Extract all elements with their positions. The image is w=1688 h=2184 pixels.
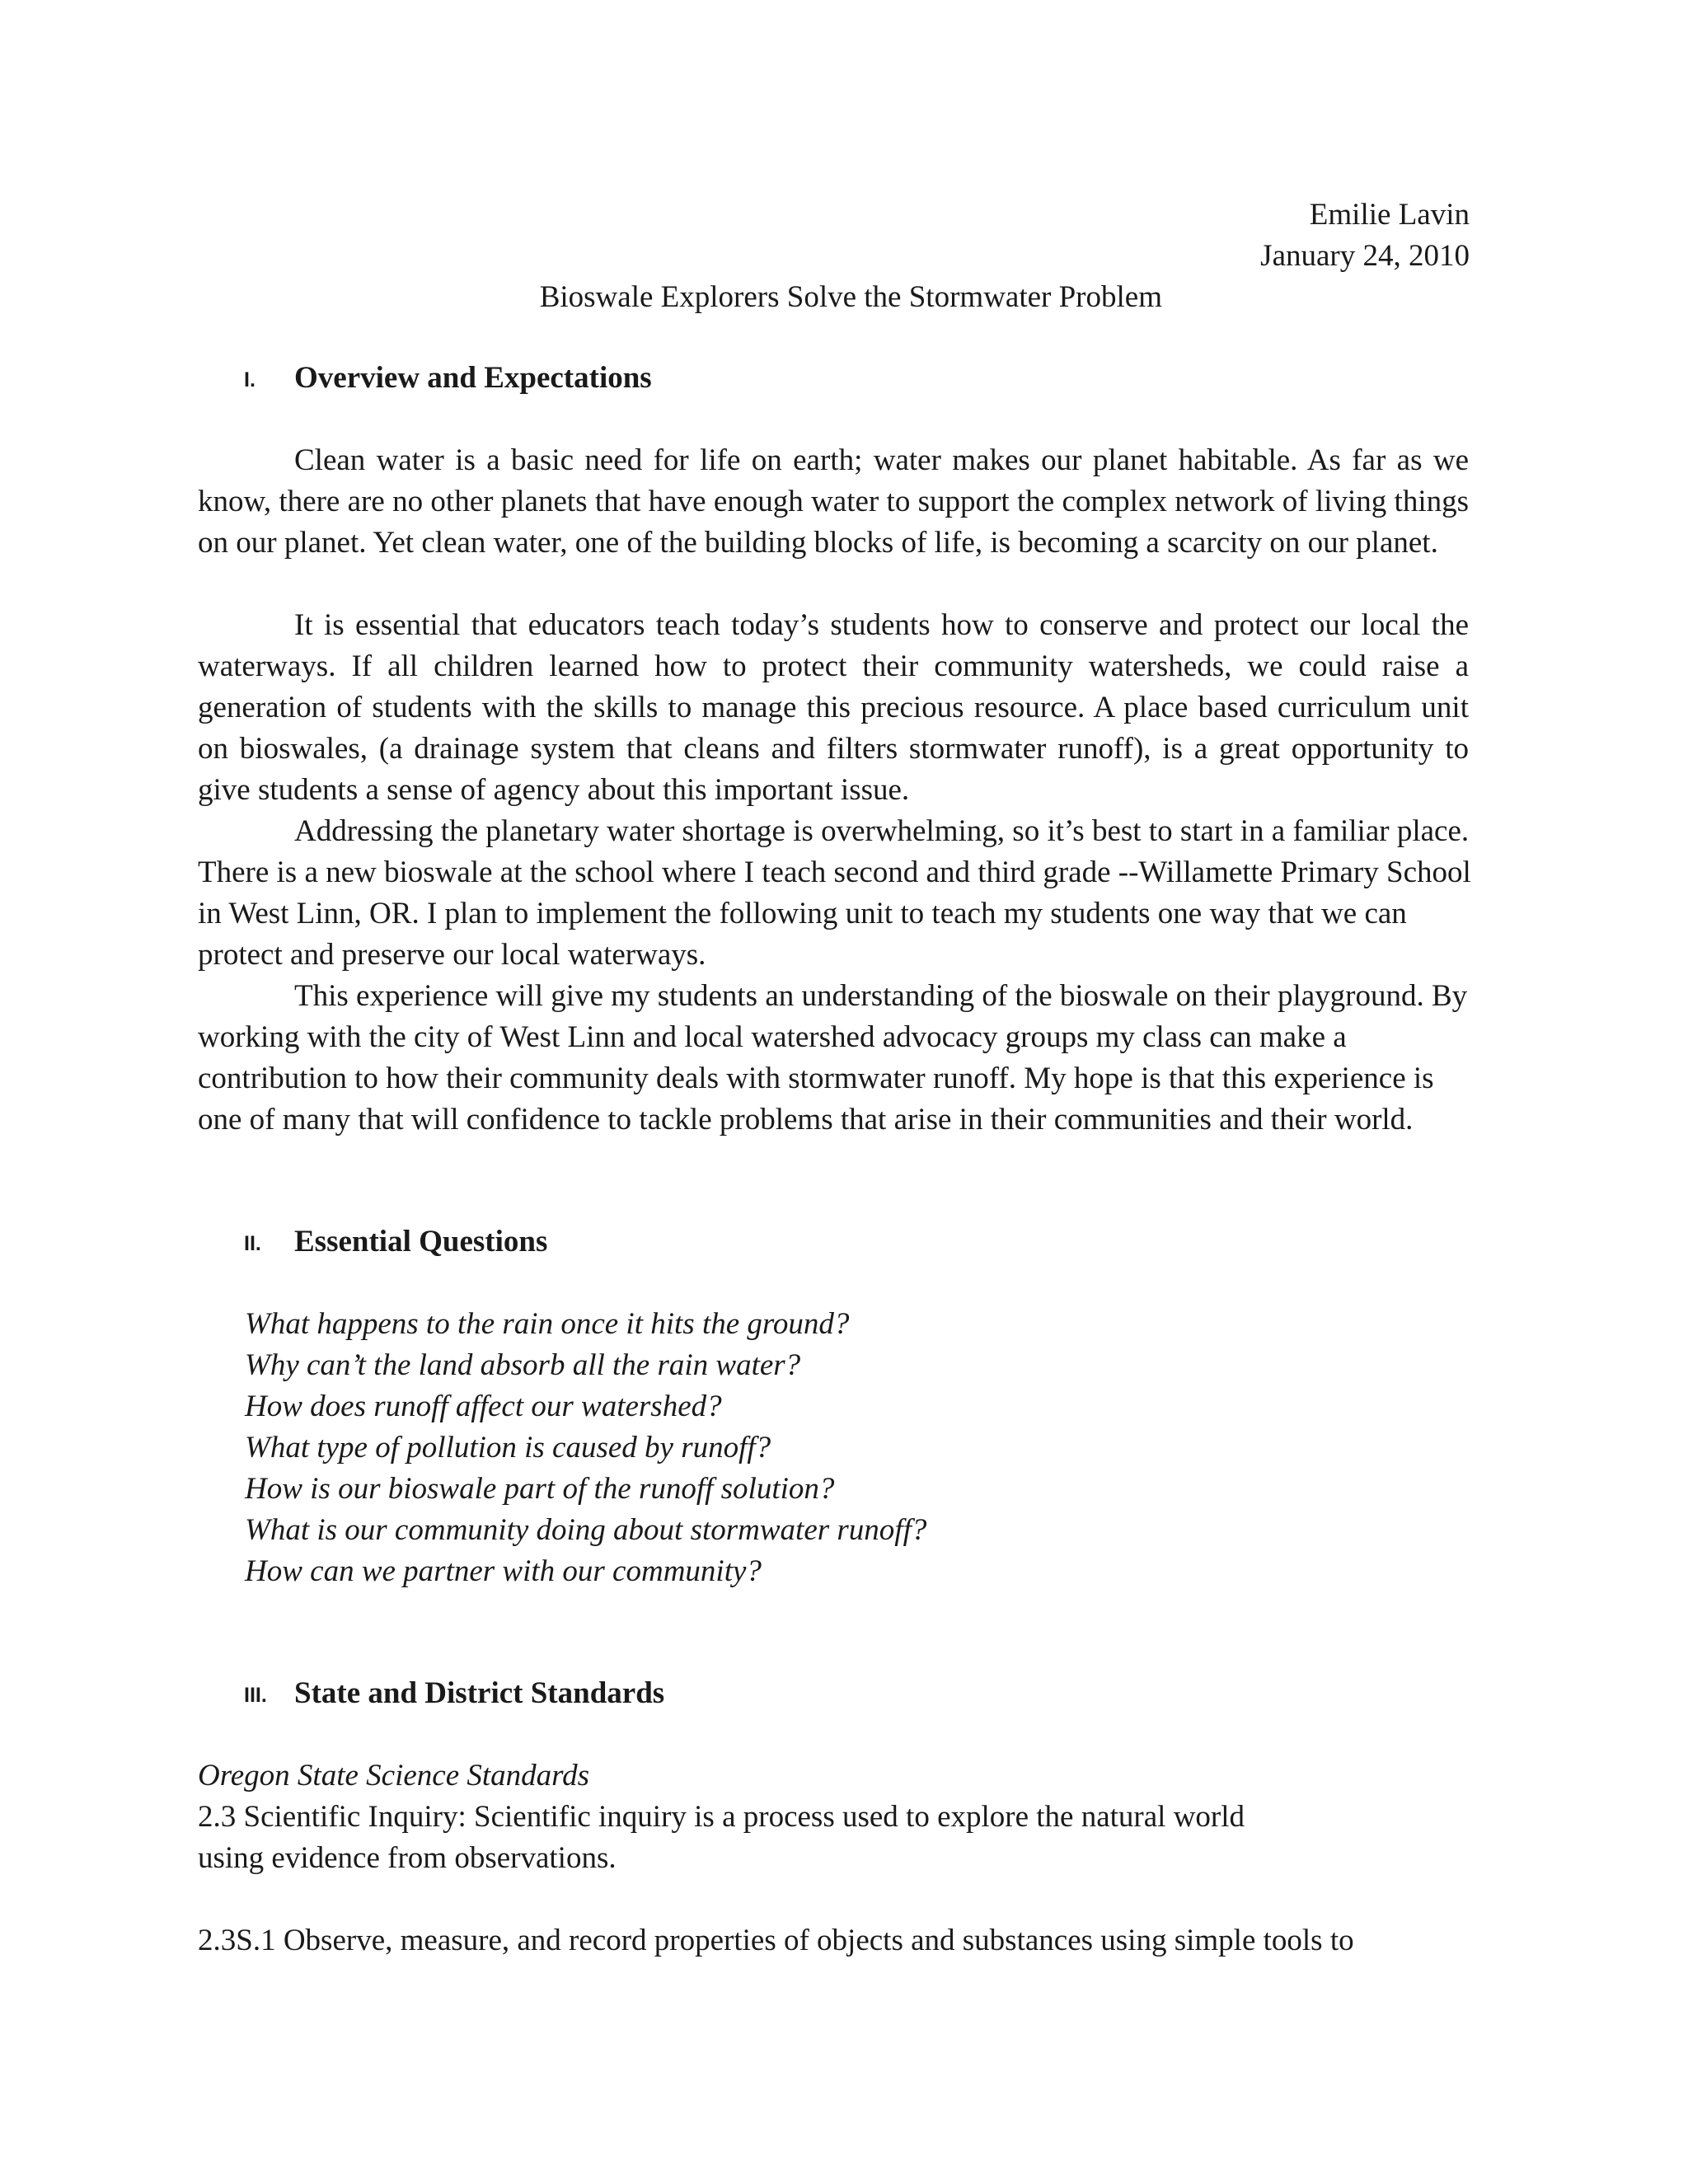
section-1-heading: Overview and Expectations <box>294 361 652 395</box>
question-item: What is our community doing about stormwater runoff? <box>245 1513 927 1547</box>
standard-2-3s1: 2.3S.1 Observe, measure, and record properties of objects and substances using simple tools to <box>198 1924 1354 1957</box>
section-3-numeral: III. <box>244 1684 267 1707</box>
standards-subheading: Oregon State Science Standards <box>198 1759 590 1793</box>
question-item: Why can’t the land absorb all the rain water? <box>245 1348 801 1382</box>
question-item: How is our bioswale part of the runoff solution? <box>245 1472 835 1506</box>
paragraph-2: It is essential that educators teach today’s students how to conserve and protect our local the waterways. If all children learned how to protect their community watersheds, we could raise a generation of students with the skills to manage this precious resource. A place based curriculum unit on bioswales, (a drainage system that cleans and filters stormwater runoff), is a great opportunity to give students a sense of agency about this important issue. <box>198 608 1469 807</box>
section-2-numeral: II. <box>244 1232 261 1255</box>
section-2-heading: Essential Questions <box>294 1225 548 1258</box>
question-item: What happens to the rain once it hits the ground? <box>245 1307 850 1341</box>
paragraph-3: Addressing the planetary water shortage is overwhelming, so it’s best to start in a familiar place. There is a new bioswale at the school where I teach second and third grade --Willamette Primary School in West Linn, OR. I plan to implement the following unit to teach my students one way that we can protect and preserve our local waterways. <box>198 814 1471 972</box>
standard-2-3-line-2: using evidence from observations. <box>198 1841 617 1875</box>
question-item: What type of pollution is caused by runoff? <box>245 1431 771 1465</box>
paragraph-1: Clean water is a basic need for life on earth; water makes our planet habitable. As far as we know, there are no other planets that have enough water to support the complex network of living things on our planet. Yet clean water, one of the building blocks of life, is becoming a scarcity on our planet. <box>198 443 1469 560</box>
author-name: Emilie Lavin <box>1309 198 1470 232</box>
question-item: How does runoff affect our watershed? <box>245 1390 722 1423</box>
section-1-numeral: I. <box>244 368 256 391</box>
essential-questions-list <box>245 1304 926 1592</box>
question-item: How can we partner with our community? <box>245 1554 762 1588</box>
standard-2-3-line-1: 2.3 Scientific Inquiry: Scientific inquiry is a process used to explore the natural world <box>198 1800 1245 1834</box>
section-3-heading: State and District Standards <box>294 1676 665 1710</box>
paragraph-4: This experience will give my students an understanding of the bioswale on their playground. By working with the city of West Linn and local watershed advocacy groups my class can make a contribution to how their community deals with stormwater runoff. My hope is that this experience is one of many that will confidence to tackle problems that arise in their communities and their world. <box>198 979 1468 1137</box>
document-date: January 24, 2010 <box>1260 239 1470 273</box>
document-title: Bioswale Explorers Solve the Stormwater Problem <box>539 280 1162 314</box>
